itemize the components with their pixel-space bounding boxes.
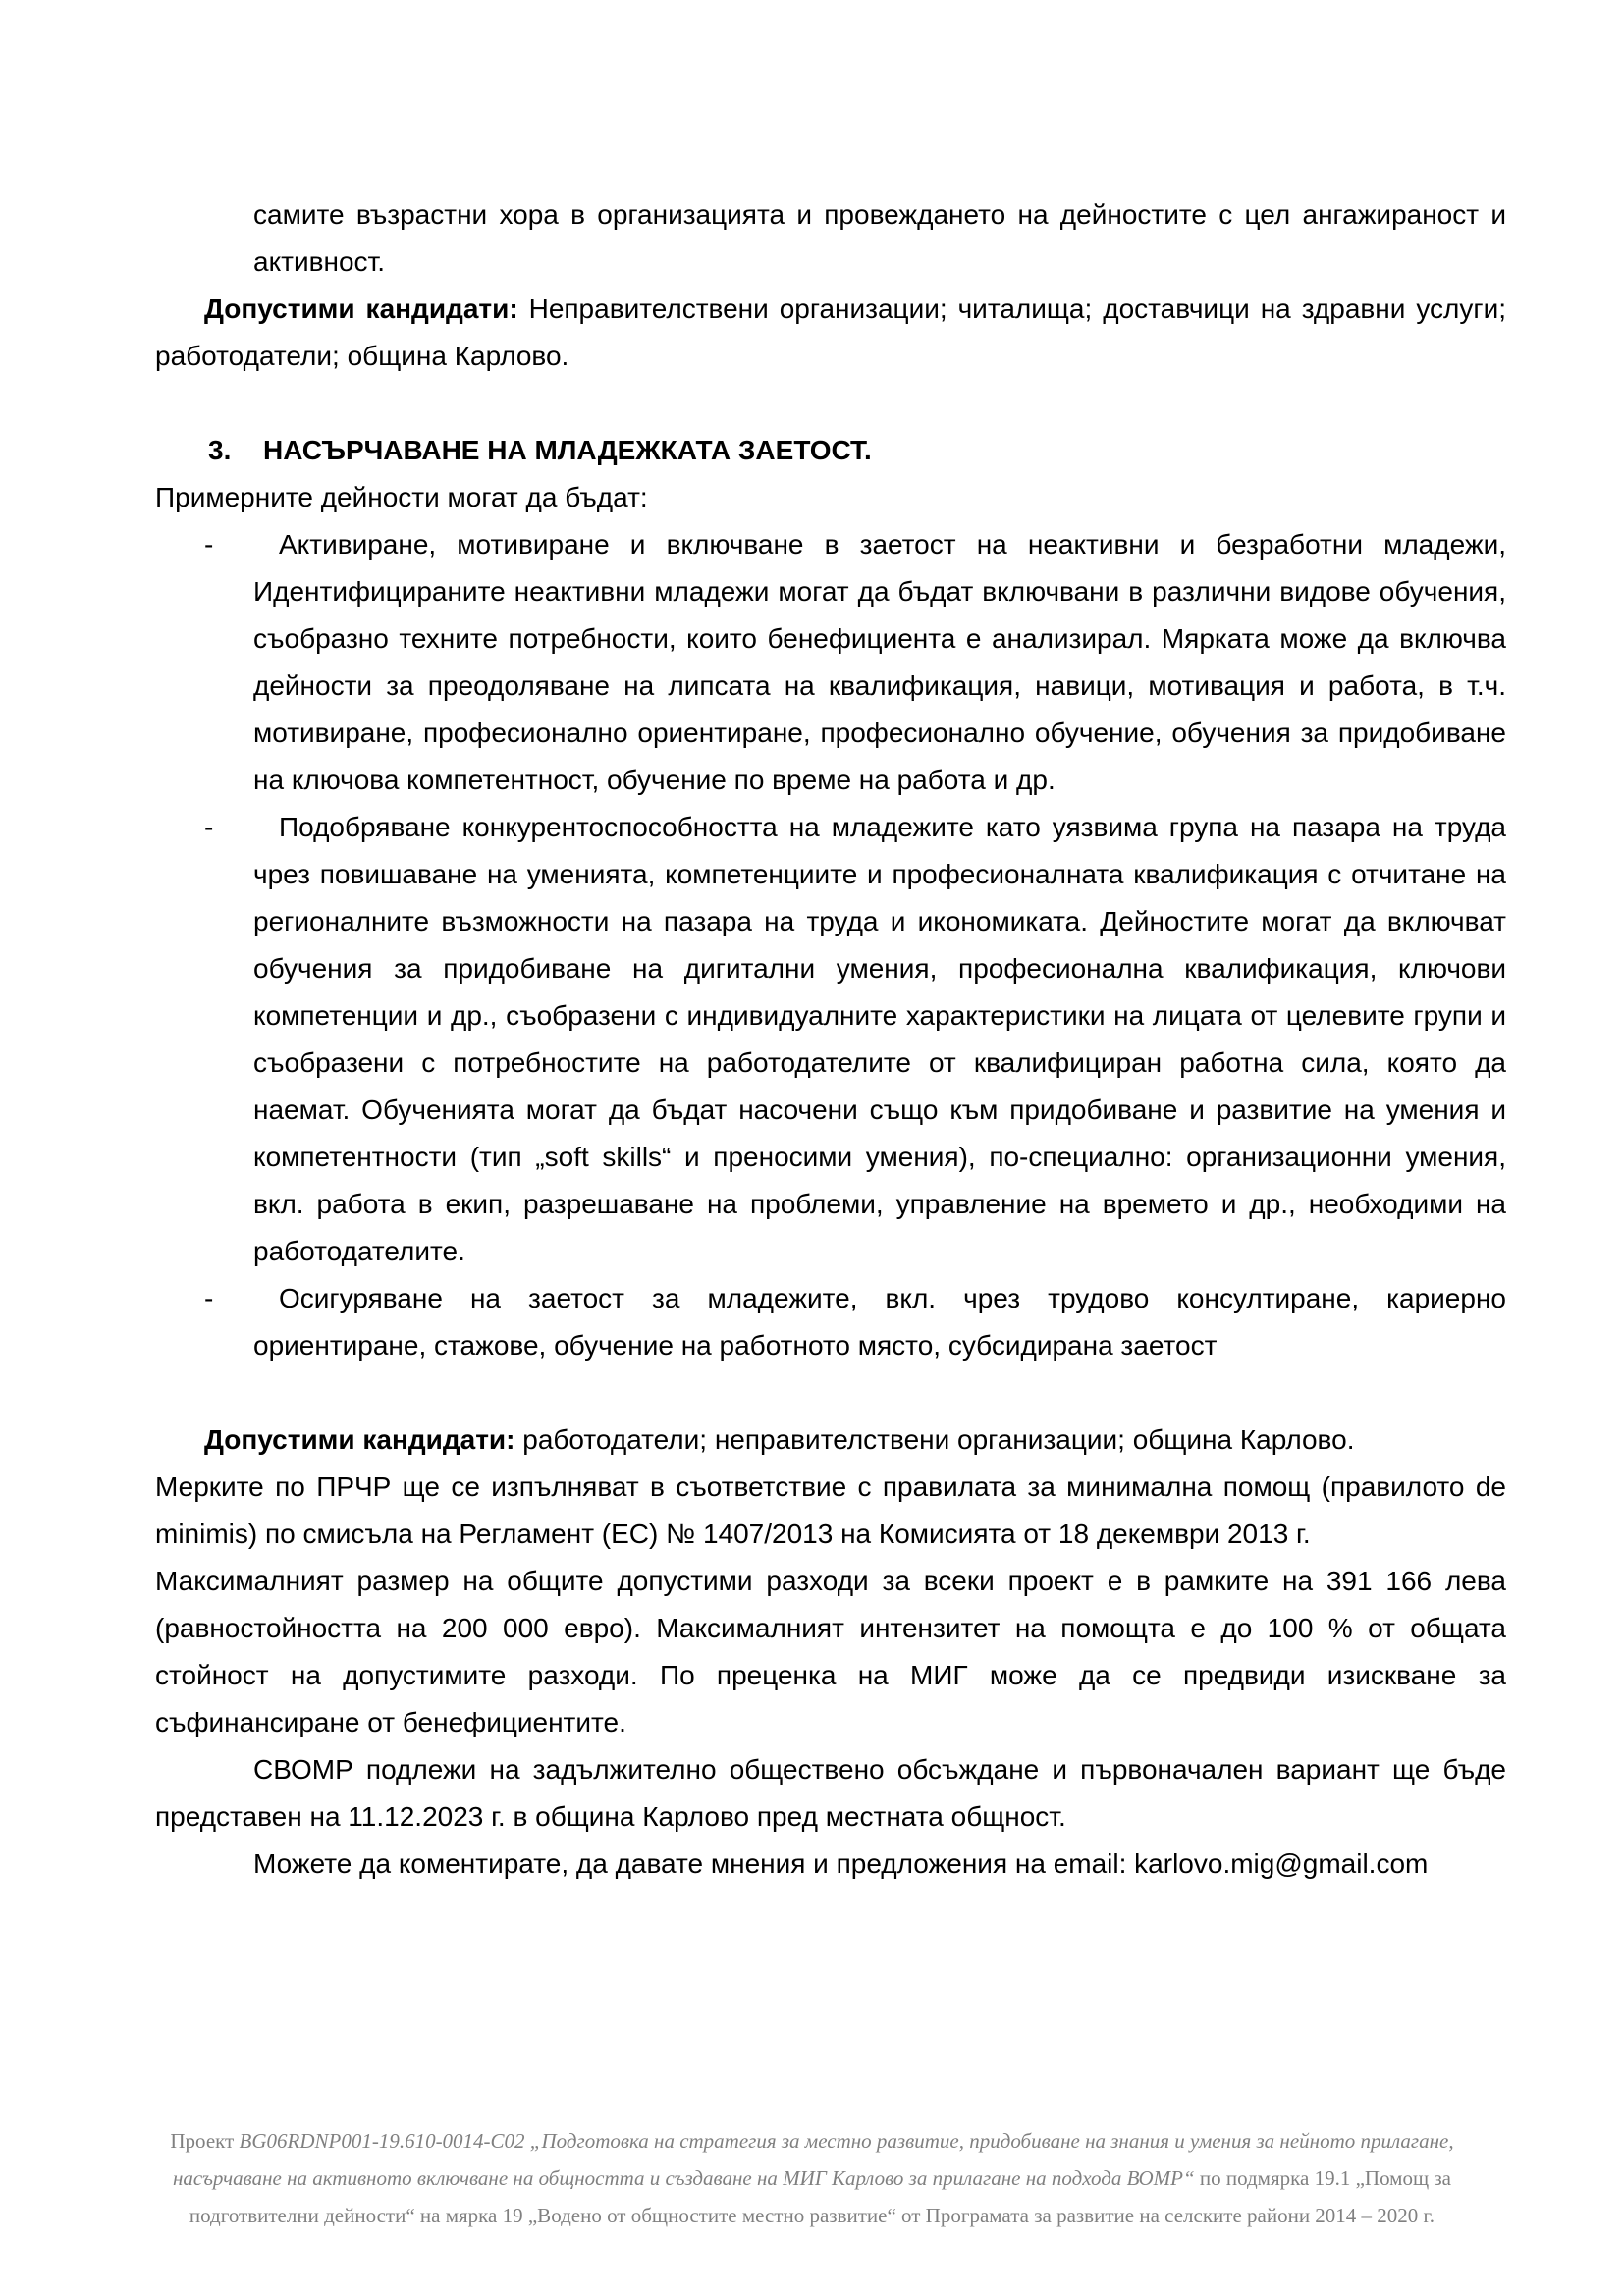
paragraph-email: Можете да коментирате, да давате мнения и предложения на email: karlovo.mig@gmail.com — [253, 1848, 1429, 1879]
section-number: 3. — [208, 435, 232, 465]
bullet-item — [204, 804, 1506, 1275]
paragraph-continuation: самите възрастни хора в организацията и провеждането на дейностите с цел ангажираност и активност. — [253, 199, 1506, 277]
candidates-1-text: Неправителствени организации; читалища; доставчици на здравни услуги; работодатели; община Карлово. — [155, 294, 1506, 371]
bullet-item — [204, 1275, 1506, 1369]
blank-line — [155, 380, 1506, 427]
footer-suffix: по подмярка 19.1 „Помощ за подготвителни дейности“ на мярка 19 „Водено от общностите местно развитие“ от Програмата за развитие на селските райони 2014 – 2020 г. — [189, 2166, 1451, 2227]
section-heading — [208, 427, 1506, 474]
bullet-item — [204, 521, 1506, 804]
candidates-2-label: Допустими кандидати: — [204, 1424, 515, 1455]
candidates-2-text: работодатели; неправителствени организации; община Карлово. — [514, 1424, 1355, 1455]
paragraph-svomr: СВОМР подлежи на задължително обществено обсъждане и първоначален вариант ще бъде представен на 11.12.2023 г. в община Карлово пред местната общност. — [155, 1754, 1506, 1832]
bullet-text: Осигуряване на заетост за младежите, вкл. чрез трудово консултиране, кариерно ориентиране, стажове, обучение на работното място, субсидирана заетост — [253, 1283, 1506, 1361]
bullet-text: Подобряване конкурентоспособността на младежите като уязвима група на пазара на труда чрез повишаване на уменията, компетенциите и професионалната квалификация с отчитане на регионалните възможности на пазара на труда и икономиката. Дейностите могат да включват обучения за придобиване на дигитални умения, професионална квалификация, ключови компетенции и др., съобразени с индивидуалните характеристики на лицата от целевите групи и съобразени с потребностите на работодателите от квалифициран работна сила, която да наемат. Обученията могат да бъдат насочени също към придобиване и развитие на умения и компетентности (тип „soft skills“ и преносими умения), по-специално: организационни умения, вкл. работа в екип, разрешаване на проблеми, управление на времето и др., необходими на работодателите. — [253, 812, 1506, 1266]
blank-line — [155, 1369, 1506, 1416]
bullet-dash: - — [204, 529, 214, 560]
intro-line: Примерните дейности могат да бъдат: — [155, 482, 648, 512]
paragraph-minimal-aid: Мерките по ПРЧР ще се изпълняват в съответствие с правилата за минимална помощ (правилото de minimis) по смисъла на Регламент (ЕС) № 1407/2013 на Комисията от 18 декември 2013 г. — [155, 1471, 1506, 1549]
bullet-dash: - — [204, 1283, 214, 1313]
page-footer — [118, 2122, 1506, 2234]
document-body — [155, 191, 1506, 1888]
footer-prefix: Проект — [170, 2129, 240, 2153]
paragraph-candidates-2 — [155, 1416, 1506, 1464]
paragraph-max-budget: Максималният размер на общите допустими разходи за всеки проект е в рамките на 391 166 лева (равностойността на 200 000 евро). Максималният интензитет на помощта е до 100 % от общата стойност на допустимите разходи. По преценка на МИГ може да се предвиди изискване за съфинансиране от бенефициентите. — [155, 1566, 1506, 1737]
bullet-dash: - — [204, 812, 214, 842]
footer-project-title: BG06RDNP001-19.610-0014-C02 „Подготовка на стратегия за местно развитие, придобиване на знания и умения за нейното прилагане, насърчаване на активното включване на общността и създаване на МИГ Карлово за прилагане на подхода ВОМР“ — [173, 2129, 1454, 2190]
candidates-1-label: Допустими кандидати: — [204, 294, 518, 324]
bullet-text: Активиране, мотивиране и включване в заетост на неактивни и безработни младежи, Идентифицираните неактивни младежи могат да бъдат включвани в различни видове обучения, съобразно техните потребности, които бенефициента е анализирал. Мярката може да включва дейности за преодоляване на липсата на квалификация, навици, мотивация и работа, в т.ч. мотивиране, професионално ориентиране, професионално обучение, обучения за придобиване на ключова компетентност, обучение по време на работа и др. — [253, 529, 1506, 795]
section-title: НАСЪРЧАВАНЕ НА МЛАДЕЖКАТА ЗАЕТОСТ. — [263, 435, 872, 465]
paragraph-candidates-1 — [155, 286, 1506, 380]
